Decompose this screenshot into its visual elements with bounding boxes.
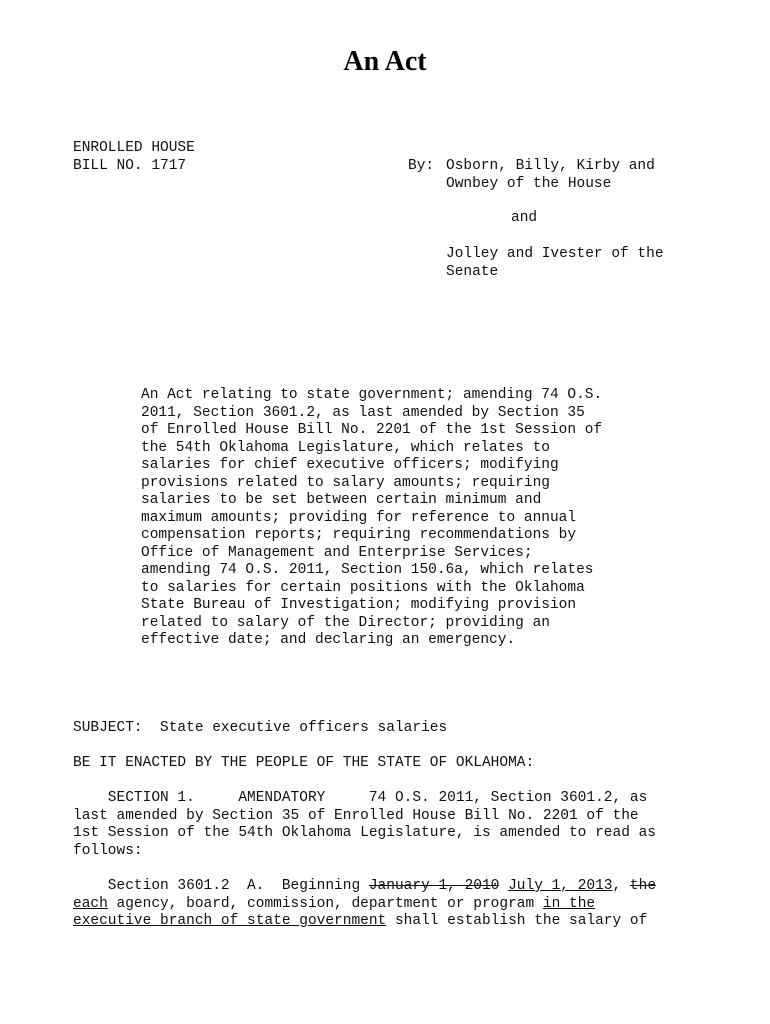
section-line: SECTION 1. AMENDATORY 74 O.S. 2011, Section 3601.2, as [73,790,648,806]
by-label: By: [408,158,435,174]
summary-line: State Bureau of Investigation; modifying provision [141,597,577,613]
summary-line: An Act relating to state government; amending 74 O.S. [141,387,603,403]
summary-line: effective date; and declaring an emergency. [141,632,516,648]
summary-line: the 54th Oklahoma Legislature, which relates to [141,439,550,456]
senate-sponsors [446,246,664,281]
amended-text-lead: Section 3601.2 A. Beginning [73,878,369,894]
bill-number-line: ENROLLED HOUSE [73,140,195,156]
act-summary [141,387,602,650]
summary-line: salaries for chief executive officers; modifying [141,457,559,473]
document-title: An Act [343,46,427,77]
subject-line: SUBJECT: State executive officers salaries [73,720,448,736]
summary-line: Office of Management and Enterprise Services; [141,544,533,561]
summary-line: of Enrolled House Bill No. 2201 of the 1st Session of [141,422,603,438]
summary-line: maximum amounts; providing for reference to annual [141,509,577,526]
amended-text-middle: agency, board, commission, department or program [107,895,543,912]
and-connector: and [511,210,538,226]
summary-line: provisions related to salary amounts; requiring [141,474,550,491]
section-line: last amended by Section 35 of Enrolled House Bill No. 2201 of the [73,807,639,824]
amended-text-space [499,878,508,894]
summary-line: compensation reports; requiring recommendations by [141,527,577,543]
section-1-heading [73,790,656,860]
sponsor-line: Jolley and Ivester of the [446,246,664,262]
struck-text: the [629,878,657,894]
summary-line: salaries to be set between certain minimum and [141,492,542,508]
section-line: follows: [73,842,143,859]
house-sponsors [446,158,655,193]
summary-line: related to salary of the Director; providing an [141,614,550,631]
amended-text-tail: shall establish the salary of [386,913,648,929]
bill-number-line: BILL NO. 1717 [73,157,187,174]
inserted-text: each [73,895,108,912]
summary-line: amending 74 O.S. 2011, Section 150.6a, which relates [141,562,594,578]
section-line: 1st Session of the 54th Oklahoma Legislature, is amended to read as [73,825,656,841]
amended-text-comma: , [612,878,630,894]
inserted-text: executive branch of state government [73,913,387,929]
struck-text: January 1, 2010 [368,878,500,894]
amended-text [73,878,656,931]
bill-number [73,140,195,175]
enacting-clause: BE IT ENACTED BY THE PEOPLE OF THE STATE OF OKLAHOMA: [73,755,535,771]
inserted-text: in the [542,895,596,912]
summary-line: 2011, Section 3601.2, as last amended by Section 35 [141,404,585,421]
sponsor-line: Osborn, Billy, Kirby and [446,158,655,174]
sponsor-line: Senate [446,263,499,280]
summary-line: to salaries for certain positions with the Oklahoma [141,579,585,596]
sponsor-line: Ownbey of the House [446,175,612,192]
inserted-text: July 1, 2013 [508,878,613,894]
